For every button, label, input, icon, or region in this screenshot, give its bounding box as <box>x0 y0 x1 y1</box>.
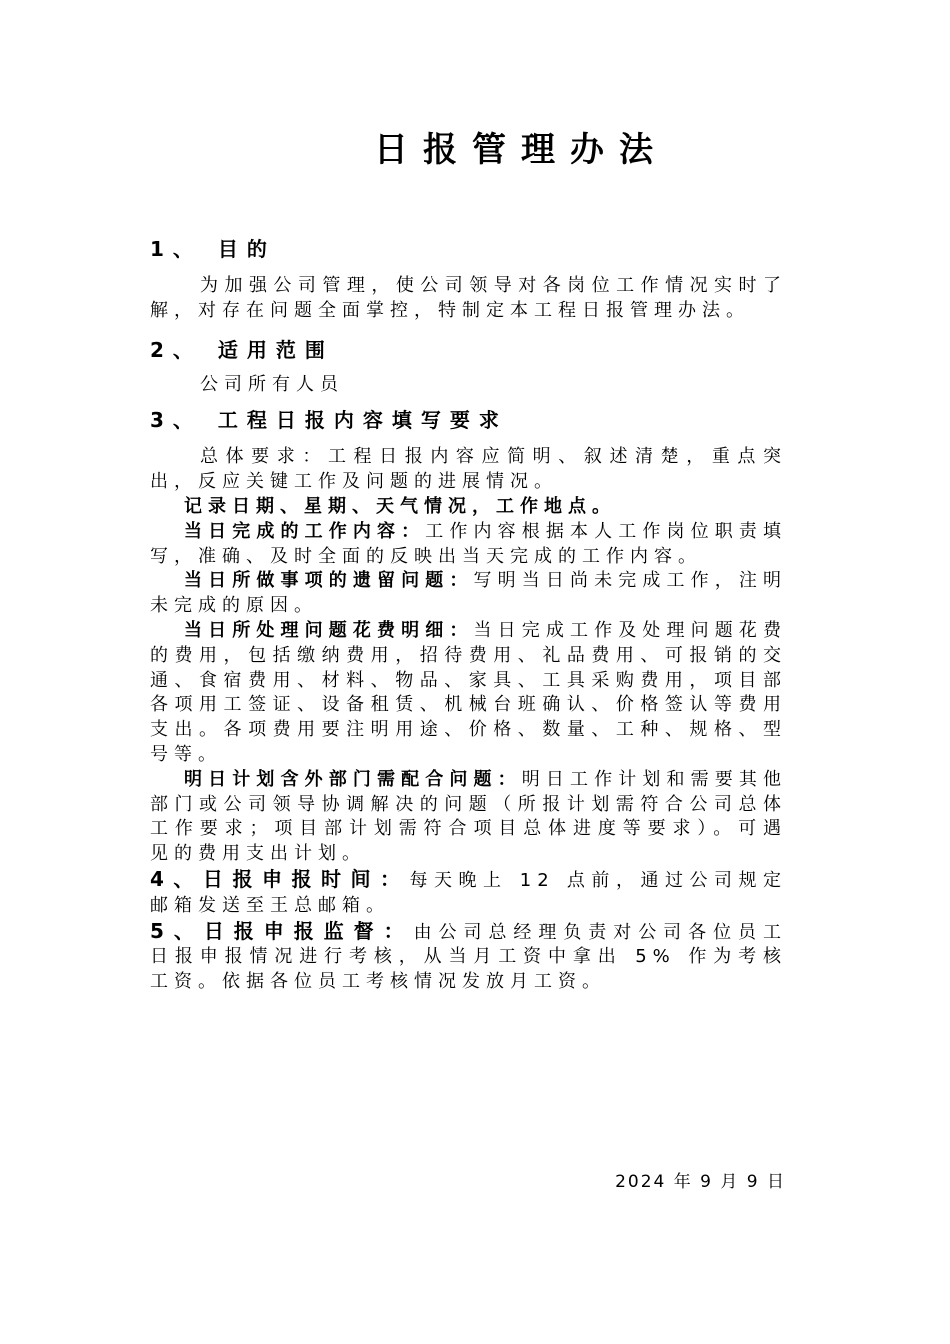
section-supervision <box>150 919 787 995</box>
section-text-purpose: 为加强公司管理，使公司领导对各岗位工作情况实时了解，对存在问题全面掌控，特制定本工程日报管理办法。 <box>150 275 787 321</box>
document-title: 日报管理办法 <box>374 130 668 170</box>
document-date: 2024 年 9 月 9 日 <box>615 1172 786 1192</box>
requirement-item-label: 当日完成的工作内容： <box>184 520 426 542</box>
section-label-supervision: 5、日报申报监督： <box>150 918 414 943</box>
section-heading-scope: 2、 适用范围 <box>150 337 334 362</box>
section-purpose <box>150 236 787 324</box>
requirement-item-text: 工作内容根据本人工作岗位职责填写，准确、及时全面的反映出当天完成的工作内容。 <box>150 520 787 567</box>
section-label-submission-time: 4、日报申报时间： <box>150 866 410 891</box>
requirement-item <box>150 520 787 570</box>
requirement-item-label: 当日所做事项的遗留问题： <box>184 570 474 592</box>
section-heading-purpose: 1、 目的 <box>150 237 276 261</box>
section-scope <box>150 337 787 398</box>
section-text-scope: 公司所有人员 <box>200 373 344 395</box>
requirement-item <box>150 619 787 768</box>
section-submission-time <box>150 867 787 919</box>
section-text-supervision: 由公司总经理负责对公司各位员工日报申报情况进行考核，从当月工资中拿出 5% 作为考核工资。依据各位员工考核情况发放月工资。 <box>150 921 787 993</box>
general-requirement-text: 总体要求：工程日报内容应简明、叙述清楚，重点突出，反应关键工作及问题的进展情况。 <box>150 446 787 493</box>
requirement-item-label: 当日所处理问题花费明细： <box>184 619 474 641</box>
section-requirements <box>150 407 787 867</box>
requirement-item-label: 明日计划含外部门需配合问题： <box>184 768 522 790</box>
requirement-item-text: 明日工作计划和需要其他部门或公司领导协调解决的问题（所报计划需符合公司总体工作要求；项目部计划需符合项目总体进度等要求）。可遇见的费用支出计划。 <box>150 768 787 865</box>
requirement-item <box>150 569 787 619</box>
section-text-submission-time: 每天晚上 12 点前，通过公司规定邮箱发送至王总邮箱。 <box>150 869 787 916</box>
document-body <box>150 236 787 995</box>
section-heading-requirements: 3、 工程日报内容填写要求 <box>150 408 508 433</box>
record-line: 记录日期、星期、天气情况，工作地点。 <box>184 495 616 517</box>
requirement-item-text: 写明当日尚未完成工作，注明未完成的原因。 <box>150 570 787 617</box>
requirement-item <box>150 768 787 867</box>
requirement-item-text: 当日完成工作及处理问题花费的费用，包括缴纳费用，招待费用、礼品费用、可报销的交通、食宿费用、材料、物品、家具、工具采购费用，项目部各项用工签证、设备租赁、机械台班确认、价格签认等费用支出。各项费用要注明用途、价格、数量、工种、规格、型号等。 <box>150 619 787 765</box>
